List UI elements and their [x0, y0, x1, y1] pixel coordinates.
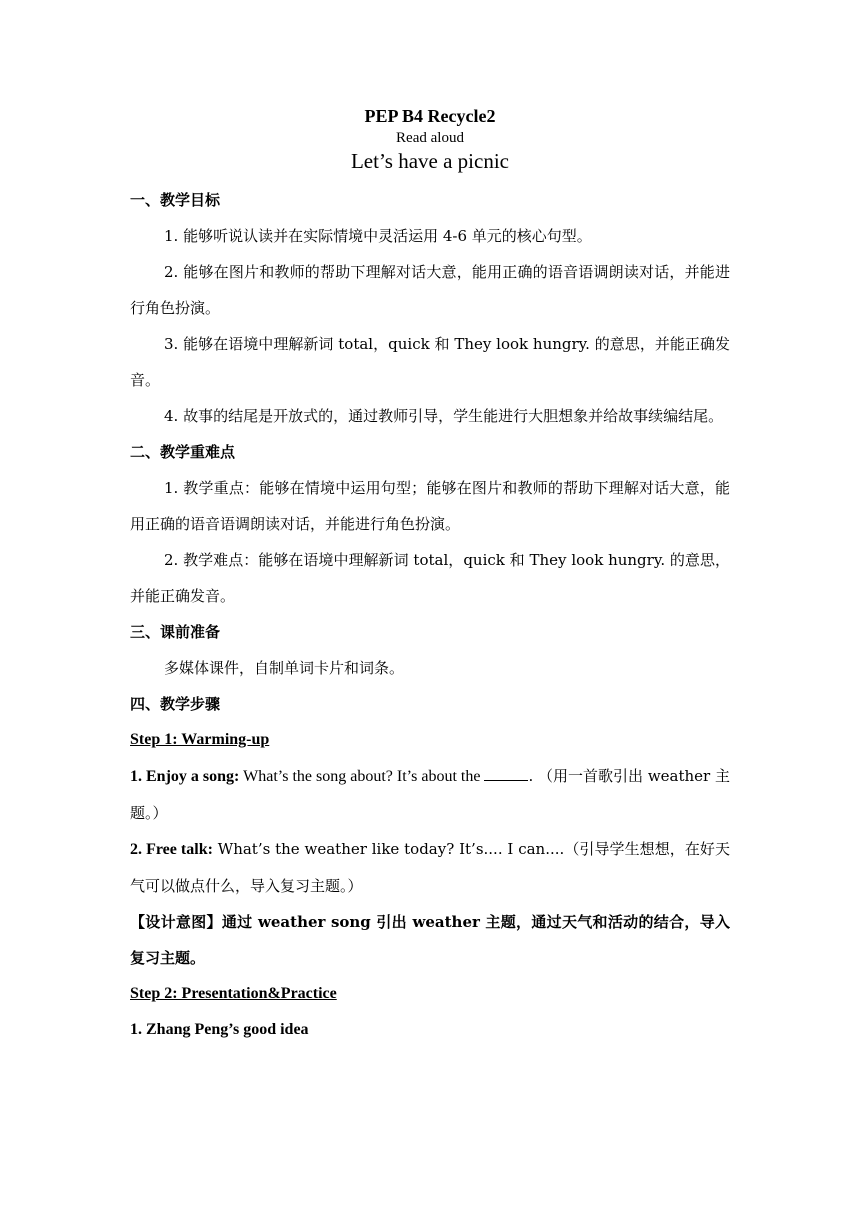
document-title: PEP B4 Recycle2	[364, 106, 496, 126]
step1-free-talk	[130, 831, 730, 904]
fill-in-blank	[484, 766, 528, 781]
step1-title: Step 1: Warming-up	[130, 731, 270, 748]
step2-sub1: 1. Zhang Peng’s good idea	[130, 1021, 309, 1038]
section-heading-prep: 三、课前准备	[130, 623, 221, 641]
section-heading-key-points: 二、教学重难点	[130, 443, 236, 461]
key-point-item-1: 1. 教学重点：能够在情境中运用句型；能够在图片和教师的帮助下理解对话大意，能用正确的语音语调朗读对话，并能进行角色扮演。	[130, 479, 730, 533]
goal-item-1: 1. 能够听说认读并在实际情境中灵活运用 4-6 单元的核心句型。	[164, 227, 592, 245]
goal-item-3: 3. 能够在语境中理解新词 total，quick 和 They look hungry. 的意思，并能正确发音。	[130, 335, 730, 389]
goal-item-4: 4. 故事的结尾是开放式的，通过教师引导，学生能进行大胆想象并给故事续编结尾。	[164, 407, 724, 425]
step1-free-text: What’s the weather like today? It’s.... I can....（引导学生想想，在好天气可以做点什么，导入复习主题。）	[130, 840, 731, 895]
step1-enjoy-text-before: What’s the song about? It’s about the	[239, 768, 485, 785]
step1-enjoy-text-after: . （用一首歌引出 weather 主题。）	[130, 767, 731, 822]
section-heading-steps: 四、教学步骤	[130, 695, 221, 713]
key-point-item-2: 2. 教学难点：能够在语境中理解新词 total，quick 和 They look hungry. 的意思，并能正确发音。	[130, 551, 730, 605]
document-page	[130, 104, 730, 1048]
section-heading-goals: 一、教学目标	[130, 191, 221, 209]
prep-text: 多媒体课件，自制单词卡片和词条。	[164, 659, 405, 677]
goal-item-2: 2. 能够在图片和教师的帮助下理解对话大意，能用正确的语音语调朗读对话，并能进行角色扮演。	[130, 263, 730, 317]
step1-enjoy-song	[130, 758, 730, 831]
lesson-title: Let’s have a picnic	[350, 149, 509, 173]
document-subtitle: Read aloud	[396, 130, 464, 146]
step1-free-label: 2. Free talk:	[130, 841, 213, 858]
step1-design-intent: 【设计意图】通过 weather song 引出 weather 主题，通过天气和活动的结合，导入复习主题。	[130, 913, 730, 967]
step1-enjoy-label: 1. Enjoy a song:	[130, 768, 240, 785]
step2-title: Step 2: Presentation&Practice	[130, 985, 337, 1002]
